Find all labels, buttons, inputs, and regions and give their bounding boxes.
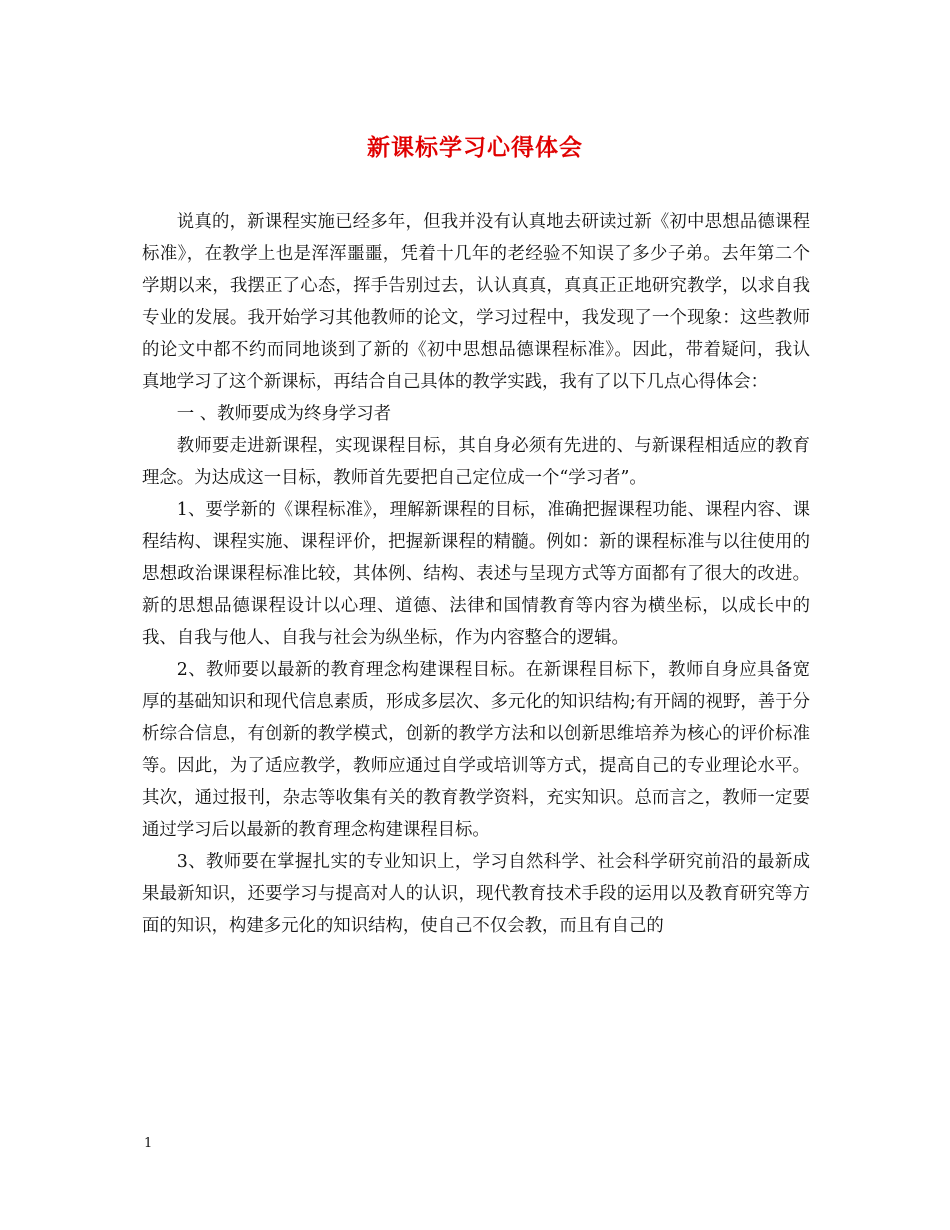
paragraph-section-1: 教师要走进新课程，实现课程目标，其自身必须有先进的、与新课程相适应的教育理念。为达成这一目标，教师首先要把自己定位成一个“学习者”。 [142,436,810,488]
document-body [142,206,810,942]
paragraph-point-2: 2、教师要以最新的教育理念构建课程目标。在新课程目标下，教师自身应具备宽厚的基础知识和现代信息素质，形成多层次、多元化的知识结构;有开阔的视野，善于分析综合信息，有创新的教学模式，创新的教学方法和以创新思维培养为核心的评价标准等。因此，为了适应教学，教师应通过自学或培训等方式，提高自己的专业理论水平。其次，通过报刊，杂志等收集有关的教育教学资料，充实知识。总而言之，教师一定要通过学习后以最新的教育理念构建课程目标。 [142,660,810,840]
paragraph-point-3: 3、教师要在掌握扎实的专业知识上，学习自然科学、社会科学研究前沿的最新成果最新知识，还要学习与提高对人的认识，现代教育技术手段的运用以及教育研究等方面的知识，构建多元化的知识结构，使自己不仅会教，而且有自己的 [142,852,810,936]
document-title: 新课标学习心得体会 [367,134,583,161]
page-number: 1 [144,1136,153,1151]
paragraph-point-1: 1、要学新的《课程标准》，理解新课程的目标，准确把握课程功能、课程内容、课程结构、课程实施、课程评价，把握新课程的精髓。例如：新的课程标准与以往使用的思想政治课课程标准比较，其体例、结构、表述与呈现方式等方面都有了很大的改进。新的思想品德课程设计以心理、道德、法律和国情教育等内容为横坐标，以成长中的我、自我与他人、自我与社会为纵坐标，作为内容整合的逻辑。 [142,500,810,648]
section-heading-1: 一 、教师要成为终身学习者 [176,404,392,424]
paragraph-intro: 说真的，新课程实施已经多年，但我并没有认真地去研读过新《初中思想品德课程标准》，在教学上也是浑浑噩噩，凭着十几年的老经验不知误了多少子弟。去年第二个学期以来，我摆正了心态，挥手告别过去，认认真真，真真正正地研究教学，以求自我专业的发展。我开始学习其他教师的论文，学习过程中，我发现了一个现象：这些教师的论文中都不约而同地谈到了新的《初中思想品德课程标准》。因此，带着疑问，我认真地学习了这个新课标，再结合自己具体的教学实践，我有了以下几点心得体会： [142,212,810,392]
